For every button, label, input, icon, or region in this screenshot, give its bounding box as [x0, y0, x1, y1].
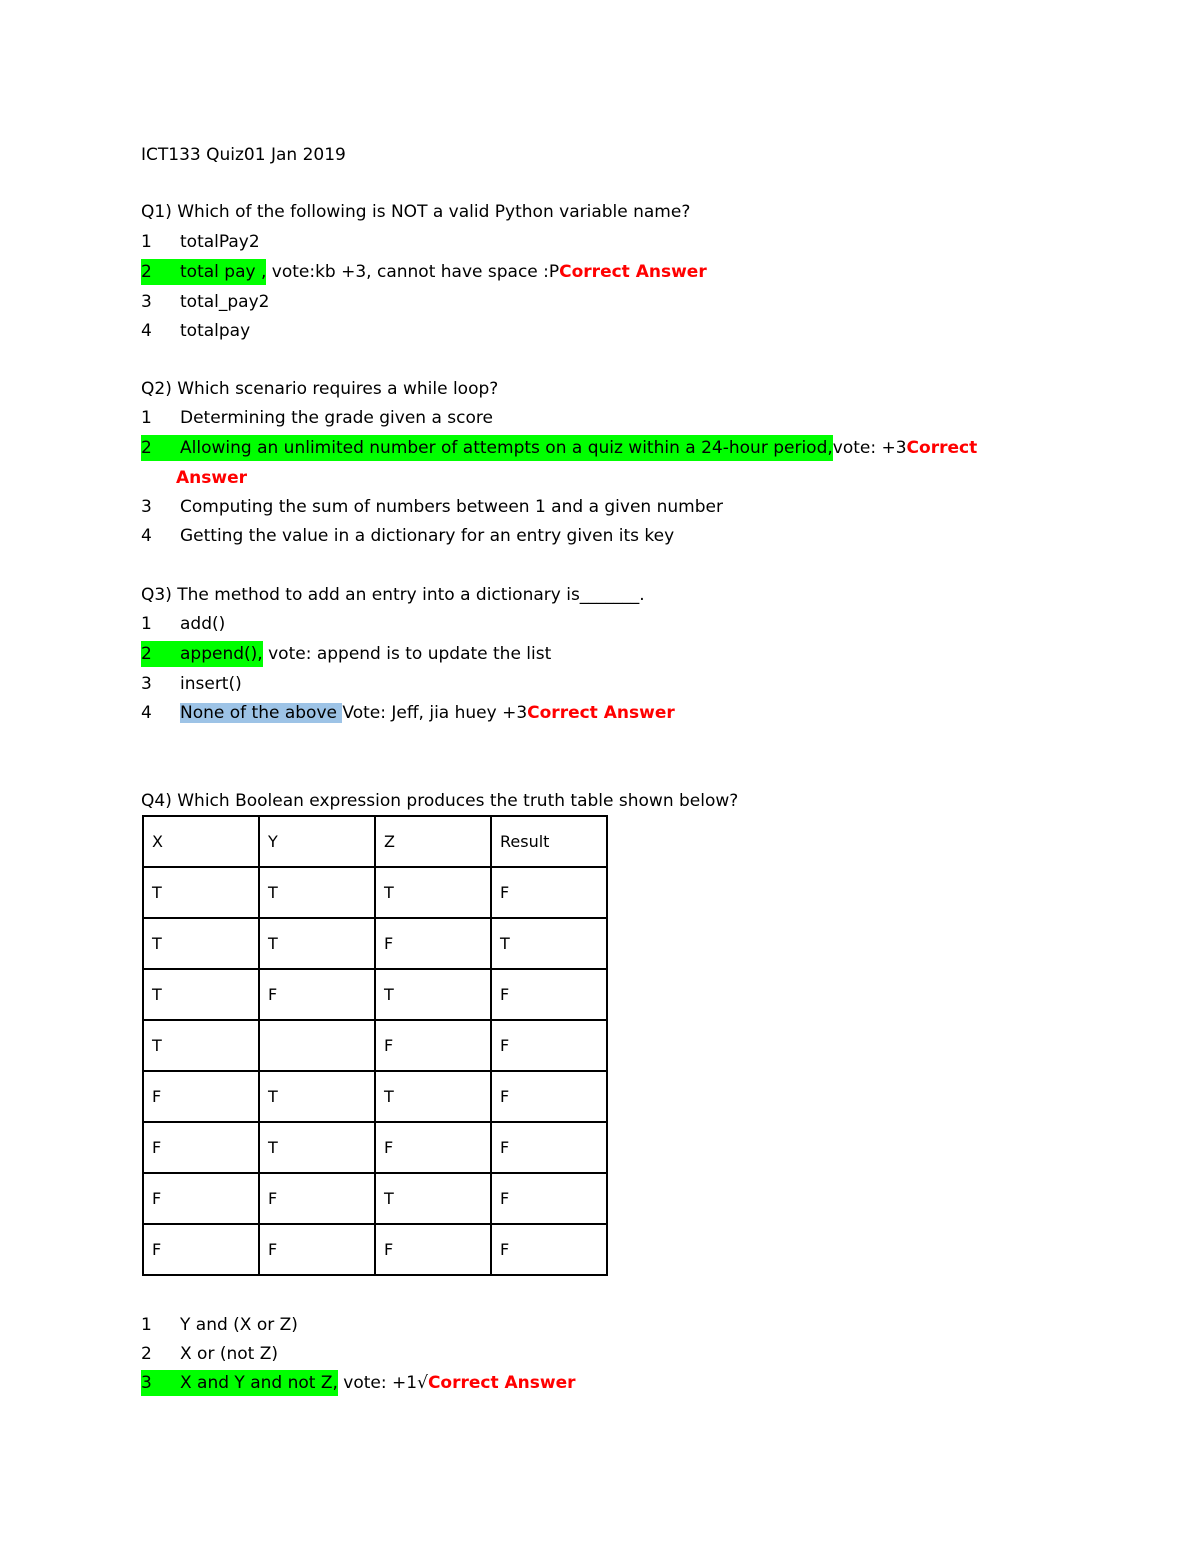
table-cell: T: [259, 1122, 375, 1173]
table-cell: F: [491, 969, 607, 1020]
correct-answer-label: Correct Answer: [427, 1373, 576, 1393]
table-cell: T: [375, 1071, 491, 1122]
q3-option-1: 1 add(): [141, 614, 226, 634]
table-cell: F: [375, 918, 491, 969]
q4-option-2: 2 X or (not Z): [141, 1344, 278, 1364]
table-header-row: [143, 816, 607, 867]
check-mark-icon: √: [417, 1373, 428, 1393]
highlighted-answer: 2 Allowing an unlimited number of attempts on a quiz within a 24-hour period,: [141, 435, 833, 461]
table-cell: T: [143, 867, 259, 918]
vote-note: Vote: Jeff, jia huey +3: [342, 703, 528, 723]
q2-question: Q2) Which scenario requires a while loop?: [141, 379, 499, 399]
table-cell: [259, 1020, 375, 1071]
q2-option-2: [141, 435, 977, 461]
table-header-cell: Z: [375, 816, 491, 867]
table-cell: F: [491, 1071, 607, 1122]
q3-option-2: [141, 641, 551, 667]
table-cell: F: [491, 867, 607, 918]
q1-option-2: [141, 259, 707, 285]
table-header-cell: Y: [259, 816, 375, 867]
q2-option-3: 3 Computing the sum of numbers between 1 and a given number: [141, 497, 723, 517]
table-cell: T: [375, 867, 491, 918]
table-cell: T: [491, 918, 607, 969]
table-row: [143, 1224, 607, 1275]
table-row: [143, 918, 607, 969]
table-cell: F: [143, 1122, 259, 1173]
table-cell: T: [143, 918, 259, 969]
vote-note: vote: append is to update the list: [262, 644, 552, 664]
correct-answer-label: Correct Answer: [559, 262, 707, 282]
highlighted-answer: 2 append(),: [141, 641, 263, 667]
table-cell: F: [375, 1020, 491, 1071]
table-row: [143, 1173, 607, 1224]
table-cell: T: [259, 918, 375, 969]
table-cell: F: [491, 1224, 607, 1275]
highlighted-answer: 3 X and Y and not Z,: [141, 1370, 338, 1396]
correct-answer-label: Correct Answer: [527, 703, 675, 723]
table-row: [143, 1071, 607, 1122]
highlighted-answer: 2 total pay ,: [141, 259, 266, 285]
table-row: [143, 1122, 607, 1173]
truth-table: [142, 815, 608, 1276]
table-cell: T: [259, 1071, 375, 1122]
q2-option-1: 1 Determining the grade given a score: [141, 408, 493, 428]
table-cell: F: [259, 1173, 375, 1224]
table-cell: F: [143, 1173, 259, 1224]
vote-note: vote: +3: [832, 438, 907, 458]
table-cell: F: [491, 1122, 607, 1173]
table-cell: T: [259, 867, 375, 918]
q3-question: Q3) The method to add an entry into a dictionary is_______.: [141, 585, 645, 605]
document-title: ICT133 Quiz01 Jan 2019: [141, 145, 346, 165]
q2-option-4: 4 Getting the value in a dictionary for an entry given its key: [141, 526, 675, 546]
table-cell: T: [375, 969, 491, 1020]
table-cell: T: [143, 969, 259, 1020]
q3-option-3: 3 insert(): [141, 674, 242, 694]
table-header-cell: Result: [491, 816, 607, 867]
table-row: [143, 969, 607, 1020]
table-header-cell: X: [143, 816, 259, 867]
table-cell: F: [491, 1020, 607, 1071]
table-cell: F: [143, 1071, 259, 1122]
highlighted-answer: None of the above: [180, 703, 343, 723]
table-row: [143, 1020, 607, 1071]
table-cell: F: [143, 1224, 259, 1275]
table-cell: F: [491, 1173, 607, 1224]
q2-option-2-answer-wrap: Answer: [176, 468, 247, 488]
table-cell: T: [143, 1020, 259, 1071]
vote-note: vote:kb +3, cannot have space :P: [266, 262, 560, 282]
table-cell: F: [259, 1224, 375, 1275]
q1-option-4: 4 totalpay: [141, 321, 251, 341]
table-cell: T: [375, 1173, 491, 1224]
table-cell: F: [259, 969, 375, 1020]
table-cell: F: [375, 1122, 491, 1173]
correct-answer-label: Correct: [906, 438, 978, 458]
vote-note: vote: +1: [337, 1373, 418, 1393]
table-row: [143, 867, 607, 918]
q4-question: Q4) Which Boolean expression produces the truth table shown below?: [141, 791, 739, 811]
q4-option-3: [141, 1370, 576, 1396]
q3-option-4: 4 None of the above Vote: Jeff, jia huey +3Correct Answer: [141, 703, 675, 723]
q4-option-1: 1 Y and (X or Z): [141, 1315, 298, 1335]
q1-question: Q1) Which of the following is NOT a valid Python variable name?: [141, 202, 691, 222]
q1-option-3: 3 total_pay2: [141, 292, 270, 312]
table-cell: F: [375, 1224, 491, 1275]
q1-option-1: 1 totalPay2: [141, 232, 260, 252]
